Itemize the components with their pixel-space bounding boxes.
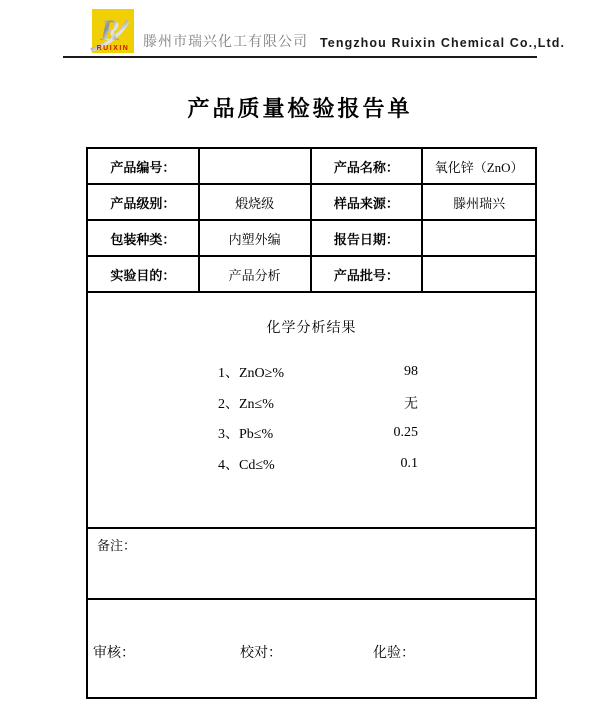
analysis-item-name: 1、ZnO≥% <box>218 366 285 382</box>
value-report-date <box>423 221 535 257</box>
remarks-section <box>88 529 535 600</box>
signature-proofread-label: 校对： <box>240 646 282 661</box>
value-package-type: 内塑外编 <box>200 221 312 257</box>
company-name-cn: 滕州市瑞兴化工有限公司 <box>143 33 308 49</box>
label-product-grade: 产品级别： <box>88 185 200 221</box>
analysis-item-value: 98 <box>404 364 418 380</box>
company-name-en: Tengzhou Ruixin Chemical Co.,Ltd. <box>320 36 566 50</box>
analysis-item <box>218 418 418 449</box>
signature-review-label: 审核： <box>93 646 135 661</box>
value-sample-source: 滕州瑞兴 <box>423 185 535 221</box>
signature-assay-label: 化验： <box>373 646 415 661</box>
company-logo-icon <box>88 9 134 56</box>
report-table <box>86 147 537 699</box>
analysis-item <box>218 357 418 388</box>
label-report-date: 报告日期： <box>312 221 424 257</box>
analysis-item <box>218 388 418 419</box>
value-product-grade: 煅烧级 <box>200 185 312 221</box>
label-batch-no: 产品批号： <box>312 257 424 293</box>
analysis-item-value: 0.25 <box>393 425 418 441</box>
label-product-name: 产品名称： <box>312 149 424 185</box>
analysis-section <box>88 293 535 529</box>
label-test-purpose: 实验目的： <box>88 257 200 293</box>
page-title: 产品质量检验报告单 <box>187 96 413 121</box>
logo-letter: R <box>100 14 121 47</box>
info-grid <box>88 149 535 293</box>
value-test-purpose: 产品分析 <box>200 257 312 293</box>
analysis-item-value: 0.1 <box>400 455 418 471</box>
analysis-item-name: 4、Cd≤% <box>218 457 275 473</box>
analysis-item-value: 无 <box>404 396 418 412</box>
label-sample-source: 样品来源： <box>312 185 424 221</box>
value-batch-no <box>423 257 535 293</box>
analysis-heading: 化学分析结果 <box>266 321 357 336</box>
signature-section <box>88 600 535 697</box>
label-product-no: 产品编号： <box>88 149 200 185</box>
analysis-item <box>218 449 418 480</box>
label-package-type: 包装种类： <box>88 221 200 257</box>
analysis-item-name: 3、Pb≤% <box>218 427 274 443</box>
value-product-no <box>200 149 312 185</box>
value-product-name: 氧化锌（ZnO） <box>423 149 535 185</box>
letterhead <box>63 8 566 58</box>
logo-brand-text: RUIXIN <box>96 45 130 52</box>
analysis-item-name: 2、Zn≤% <box>218 396 274 412</box>
analysis-items <box>218 357 418 479</box>
remarks-label: 备注： <box>97 538 137 553</box>
